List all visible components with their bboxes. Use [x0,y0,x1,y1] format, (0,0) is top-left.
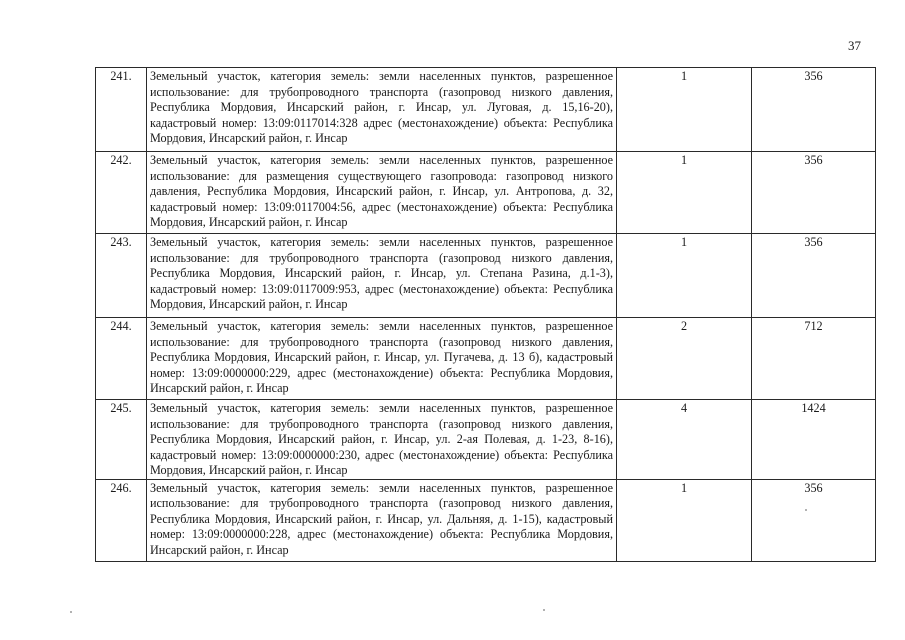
row-value: 356 [752,152,876,234]
row-value: 1424 [752,400,876,480]
row-number: 246. [96,479,147,561]
row-description: Земельный участок, категория земель: земли населенных пунктов, разрешенное использование: для трубопроводного транспорта (газопровод низкого давления, Республика Мордовия, Инсарский район, г. Инсар, ул. Степана Разина, д.1-3), кадастровый номер: 13:09:0117009:953, адрес (местонахождение) объекта: Республика Мордовия, Инсарский район, г. Инсар [147,234,617,318]
row-quantity: 1 [617,479,752,561]
row-quantity: 1 [617,68,752,152]
table-row [96,400,876,480]
scan-speck [70,611,72,613]
page-number: 37 [848,38,861,53]
row-quantity: 1 [617,234,752,318]
table-row [96,234,876,318]
row-number: 244. [96,318,147,400]
table-row [96,68,876,152]
row-value: 712 [752,318,876,400]
row-number: 241. [96,68,147,152]
scan-speck [543,609,545,611]
row-value: 356 [752,479,876,561]
scan-speck [805,509,807,511]
row-value: 356 [752,68,876,152]
table-row [96,152,876,234]
row-description: Земельный участок, категория земель: земли населенных пунктов, разрешенное использование: для размещения существующего газопровода: газопровод низкого давления, Республика Мордовия, Инсарский район, г. Инсар, ул. Антропова, д. 32, кадастровый номер: 13:09:0117004:56, адрес (местонахождение) объекта: Республика Мордовия, Инсарский район, г. Инсар [147,152,617,234]
row-quantity: 4 [617,400,752,480]
row-description: Земельный участок, категория земель: земли населенных пунктов, разрешенное использование: для трубопроводного транспорта (газопровод низкого давления, Республика Мордовия, Инсарский район, г. Инсар, ул. 2-ая Полевая, д. 1-23, 8-16), кадастровый номер: 13:09:0000000:230, адрес (местонахождение) объекта: Республика Мордовия, Инсарский район, г. Инсар [147,400,617,480]
row-quantity: 1 [617,152,752,234]
row-number: 245. [96,400,147,480]
table-row [96,479,876,561]
row-quantity: 2 [617,318,752,400]
row-description: Земельный участок, категория земель: земли населенных пунктов, разрешенное использование: для трубопроводного транспорта (газопровод низкого давления, Республика Мордовия, Инсарский район, г. Инсар, ул. Пугачева, д. 13 б), кадастровый номер: 13:09:0000000:229, адрес (местонахождение) объекта: Республика Мордовия, Инсарский район, г. Инсар [147,318,617,400]
table-row [96,318,876,400]
land-plots-table [95,67,876,562]
row-description: Земельный участок, категория земель: земли населенных пунктов, разрешенное использование: для трубопроводного транспорта (газопровод низкого давления, Республика Мордовия, Инсарский район, г. Инсар, ул. Луговая, д. 15,16-20), кадастровый номер: 13:09:0117014:328 адрес (местонахождение) объекта: Республика Мордовия, Инсарский район, г. Инсар [147,68,617,152]
row-description: Земельный участок, категория земель: земли населенных пунктов, разрешенное использование: для трубопроводного транспорта (газопровод низкого давления, Республика Мордовия, Инсарский район, г. Инсар, ул. Дальняя, д. 1-15), кадастровый номер: 13:09:0000000:228, адрес (местонахождение) объекта: Республика Мордовия, Инсарский район, г. Инсар [147,479,617,561]
row-number: 243. [96,234,147,318]
row-number: 242. [96,152,147,234]
row-value: 356 [752,234,876,318]
